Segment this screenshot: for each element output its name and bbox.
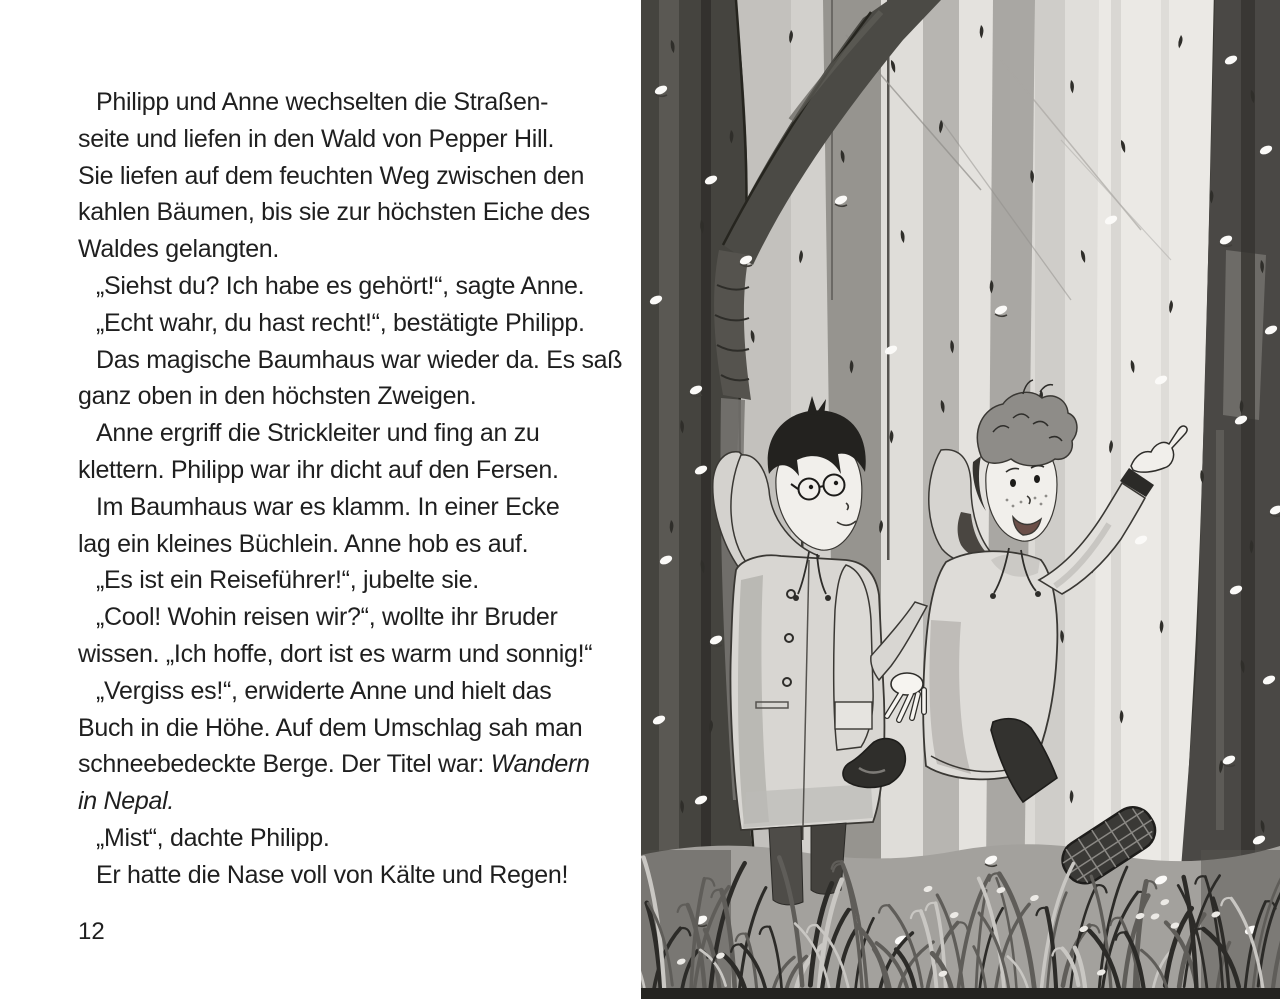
illustration-bottom-edge xyxy=(641,988,1280,999)
text-line: „Vergiss es!“, erwiderte Anne und hielt das xyxy=(96,676,552,705)
text-line: klettern. Philipp war ihr dicht auf den Fersen. xyxy=(78,455,559,484)
text-line: seite und liefen in den Wald von Pepper Hill. xyxy=(78,124,555,153)
text-line: ganz oben in den höchsten Zweigen. xyxy=(78,382,477,411)
text-line: Waldes gelangten. xyxy=(78,235,280,264)
text-line: Anne ergriff die Strickleiter und fing an zu xyxy=(96,419,540,448)
text-line: „Siehst du? Ich habe es gehört!“, sagte Anne. xyxy=(96,271,585,300)
text-line: wissen. „Ich hoffe, dort ist es warm und sonnig!“ xyxy=(78,639,593,668)
text-line: Philipp und Anne wechselten die Straßen- xyxy=(96,88,549,116)
text-line: Er hatte die Nase voll von Kälte und Regen! xyxy=(96,860,569,889)
text-line: Im Baumhaus war es klamm. In einer Ecke xyxy=(96,492,560,521)
philipp-leg xyxy=(769,826,803,905)
text-line: „Echt wahr, du hast recht!“, bestätigte Philipp. xyxy=(96,308,585,337)
text-line: lag ein kleines Büchlein. Anne hob es auf. xyxy=(78,529,529,558)
text-line: schneebedeckte Berge. Der Titel war: Wandern xyxy=(78,750,590,779)
page-number: 12 xyxy=(78,918,105,945)
text-line: „Mist“, dachte Philipp. xyxy=(96,823,330,852)
text-line: „Es ist ein Reiseführer!“, jubelte sie. xyxy=(96,566,479,595)
text-line: Buch in die Höhe. Auf dem Umschlag sah man xyxy=(78,713,583,742)
text-line: „Cool! Wohin reisen wir?“, wollte ihr Bruder xyxy=(96,603,558,632)
text-line: Das magische Baumhaus war wieder da. Es saß xyxy=(96,345,623,374)
story-text xyxy=(78,84,623,894)
text-line: in Nepal. xyxy=(78,787,174,816)
forest-illustration xyxy=(641,0,1280,999)
text-line: kahlen Bäumen, bis sie zur höchsten Eiche des xyxy=(78,198,590,227)
text-line: Sie liefen auf dem feuchten Weg zwischen den xyxy=(78,161,585,190)
